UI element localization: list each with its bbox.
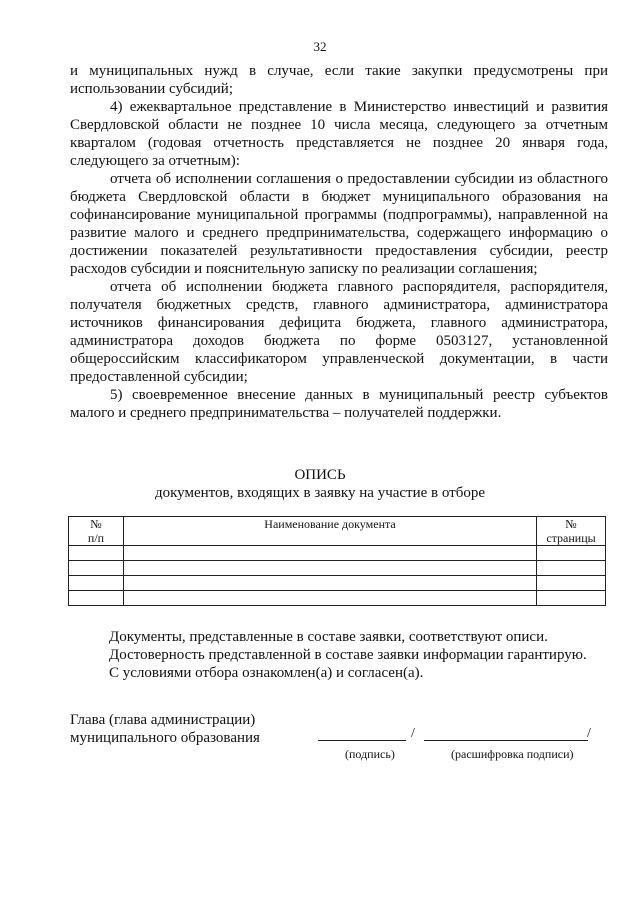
- confirmation-line-2: Достоверность представленной в составе заявки информации гарантирую.: [109, 647, 587, 663]
- header-num: № п/п: [69, 517, 124, 546]
- signature-decoding-field[interactable]: [424, 740, 588, 741]
- body-text: [70, 62, 608, 422]
- table-row: [69, 546, 606, 561]
- signatory-label: Глава (глава администрации) муниципального образования: [70, 712, 260, 746]
- slash-separator: /: [411, 726, 415, 741]
- decoding-caption: (расшифровка подписи): [451, 747, 574, 761]
- confirmation-line-3: С условиями отбора ознакомлен(а) и согласен(а).: [109, 665, 424, 681]
- inventory-subtitle: документов, входящих в заявку на участие в отборе: [154, 485, 486, 501]
- header-document-name: Наименование документа: [124, 517, 537, 546]
- confirmation-line-1: Документы, представленные в составе заявки, соответствуют описи.: [109, 629, 548, 645]
- paragraph-4: отчета об исполнении бюджета главного распорядителя, распорядителя, получателя бюджетных средств, главного администратора, администратора источников финансирования дефицита бюджета, главного администратора, администратора доходов бюджета по форме 0503127, установленной общероссийским классификатором управленческой документации, в части предоставленной субсидии;: [70, 279, 608, 385]
- paragraph-5: 5) своевременное внесение данных в муниципальный реестр субъектов малого и среднего предпринимательства – получателей поддержки.: [70, 387, 608, 421]
- inventory-table: [68, 516, 606, 606]
- confirmation-block: [109, 628, 629, 682]
- paragraph-1: и муниципальных нужд в случае, если такие закупки предусмотрены при использовании субсидий;: [70, 63, 608, 97]
- page-number: 32: [313, 39, 327, 54]
- header-page: № страницы: [537, 517, 606, 546]
- paragraph-3: отчета об исполнении соглашения о предоставлении субсидии из областного бюджета Свердловской области в бюджет муниципального образования на софинансирование муниципальной программы (подпрограммы), направленной на развитие малого и среднего предпринимательства, содержащего информацию о достижении показателей результативности предоставления субсидии, реестр расходов субсидии и пояснительную записку по реализации соглашения;: [70, 171, 608, 277]
- table-row: [69, 576, 606, 591]
- paragraph-2: 4) ежеквартальное представление в Министерство инвестиций и развития Свердловской области не позднее 10 числа месяца, следующего за отчетным кварталом (годовая отчетность представляется не позднее 20 января года, следующего за отчетным):: [70, 99, 608, 169]
- table-row: [69, 591, 606, 606]
- slash-separator: /: [587, 726, 591, 741]
- table-row: [69, 561, 606, 576]
- inventory-title: ОПИСЬ: [294, 467, 346, 483]
- signature-caption: (подпись): [345, 747, 395, 761]
- signature-field[interactable]: [318, 740, 406, 741]
- table-header-row: [69, 517, 606, 546]
